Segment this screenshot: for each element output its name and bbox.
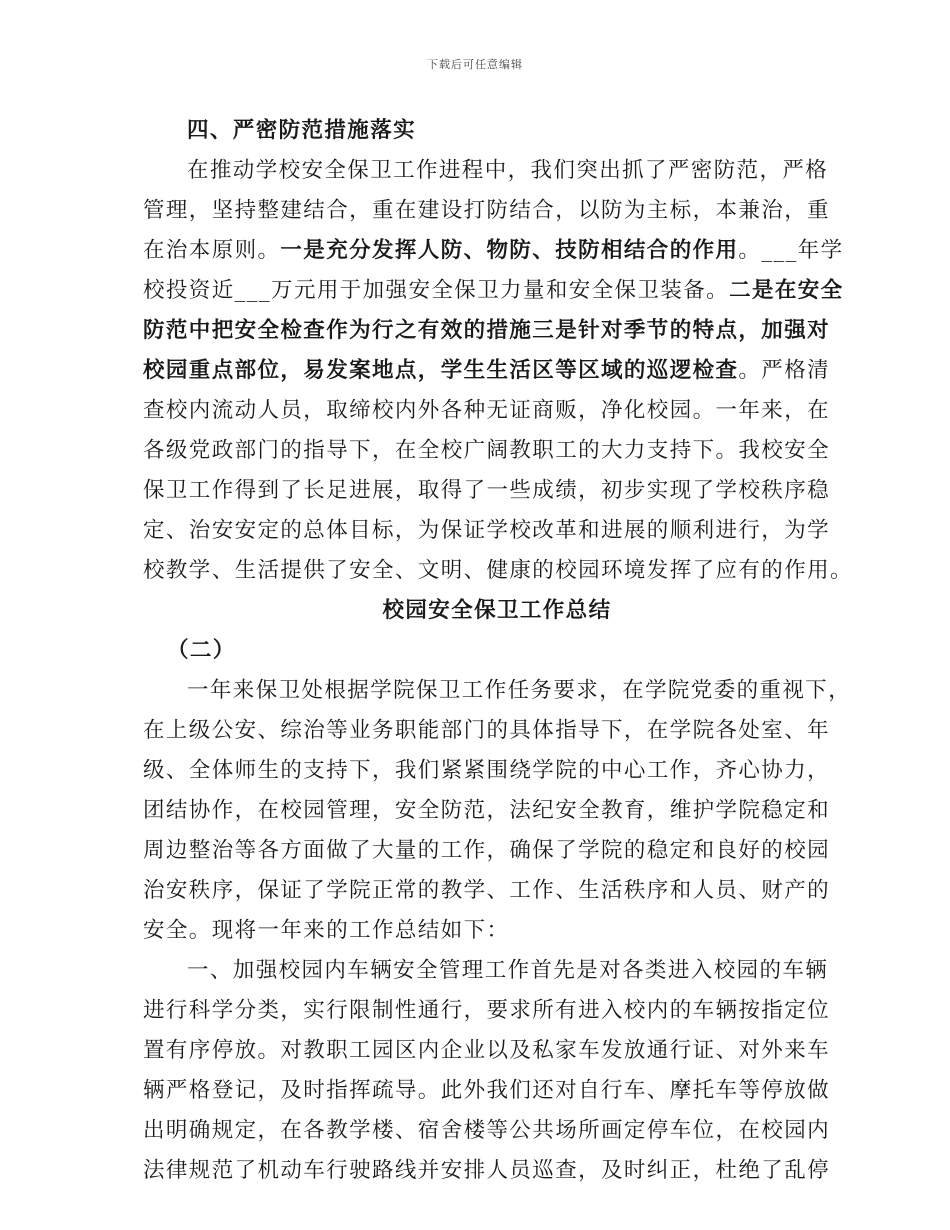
page-header: 下载后可任意编辑 [427,58,523,71]
document-body [143,111,853,1191]
text-segment: 定、治安安定的总体目标，为保证学校改革和进展的顺利进行，为学 [143,518,831,543]
text-segment: 辆严格登记，及时指挥疏导。此外我们还对自行车、摩托车等停放做 [143,1078,831,1103]
bold-text-segment: 一是充分发挥人防、物防、技防相结合的作用 [280,238,739,263]
text-line [143,471,831,511]
text-segment: 治安秩序，保证了学院正常的教学、工作、生活秩序和人员、财产的 [143,878,831,903]
bold-text-segment: （二） [167,638,236,663]
bold-text-segment: 防范中把安全检查作为行之有效的措施三是针对季节的特点，加强对 [143,318,831,343]
text-segment: 进行科学分类，实行限制性通行，要求所有进入校内的车辆按指定位 [143,998,831,1023]
text-line [143,231,844,271]
text-segment: 查校内流动人员，取缔校内外各种无证商贩，净化校园。一年来，在 [143,398,831,423]
text-line [143,951,829,991]
text-line [143,631,811,671]
text-segment: 各级党政部门的指导下，在全校广阔教职工的大力支持下。我校安全 [143,438,831,463]
bold-text-segment: 校园安全保卫工作总结 [382,598,612,623]
text-line [143,431,831,471]
text-line [143,111,811,151]
text-line [143,711,831,751]
text-segment: 周边整治等各方面做了大量的工作，确保了学院的稳定和良好的校园 [143,838,831,863]
text-line [143,871,831,911]
text-line [143,751,831,791]
text-segment: 保卫工作得到了长足进展，取得了一些成绩，初步实现了学校秩序稳 [143,478,831,503]
text-segment: 一、加强校园内车辆安全管理工作首先是对各类进入校园的车辆 [187,958,829,983]
text-segment: 在推动学校安全保卫工作进程中，我们突出抓了严密防范，严格 [187,158,829,183]
text-segment: 出明确规定，在各教学楼、宿舍楼等公共场所画定停车位，在校园内 [143,1118,831,1143]
bold-text-segment: 二是在安全 [729,278,844,303]
text-segment: 校投资近___万元用于加强安全保卫力量和安全保卫装备。 [143,278,730,303]
text-line [143,391,831,431]
text-line [143,311,831,351]
text-segment: 在上级公安、综治等业务职能部门的具体指导下，在学院各处室、年 [143,718,831,743]
text-segment: 安全。现将一年来的工作总结如下： [143,918,510,943]
text-line [143,991,831,1031]
text-line [143,351,831,391]
text-line [143,671,852,711]
text-line [143,591,811,631]
text-segment: 。严格清 [738,358,831,383]
text-line [143,831,831,871]
text-segment: 在治本原则。 [143,238,281,263]
text-segment: 团结协作，在校园管理，安全防范，法纪安全教育，维护学院稳定和 [143,798,831,823]
text-line [143,1151,831,1191]
text-line [143,1071,831,1111]
text-segment: 管理，坚持整建结合，重在建设打防结合，以防为主标，本兼治，重 [143,198,831,223]
text-line [143,191,831,231]
text-segment: 级、全体师生的支持下，我们紧紧围绕学院的中心工作，齐心协力， [143,758,831,783]
text-line [143,511,831,551]
text-line [143,271,844,311]
text-line [143,1111,831,1151]
bold-text-segment: 校园重点部位，易发案地点，学生生活区等区域的巡逻检查 [143,358,739,383]
text-line [143,1031,831,1071]
text-segment: 置有序停放。对教职工园区内企业以及私家车发放通行证、对外来车 [143,1038,831,1063]
text-segment: 。___年学 [738,238,844,263]
text-line [143,791,831,831]
text-segment: 校教学、生活提供了安全、文明、健康的校园环境发挥了应有的作用。 [143,558,853,583]
bold-text-segment: 四、严密防范措施落实 [187,118,417,143]
text-segment: 法律规范了机动车行驶路线并安排人员巡查，及时纠正，杜绝了乱停 [143,1158,831,1183]
text-line [143,551,853,591]
text-line [143,911,811,951]
text-line [143,151,829,191]
text-segment: 一年来保卫处根据学院保卫工作任务要求，在学院党委的重视下， [187,678,852,703]
